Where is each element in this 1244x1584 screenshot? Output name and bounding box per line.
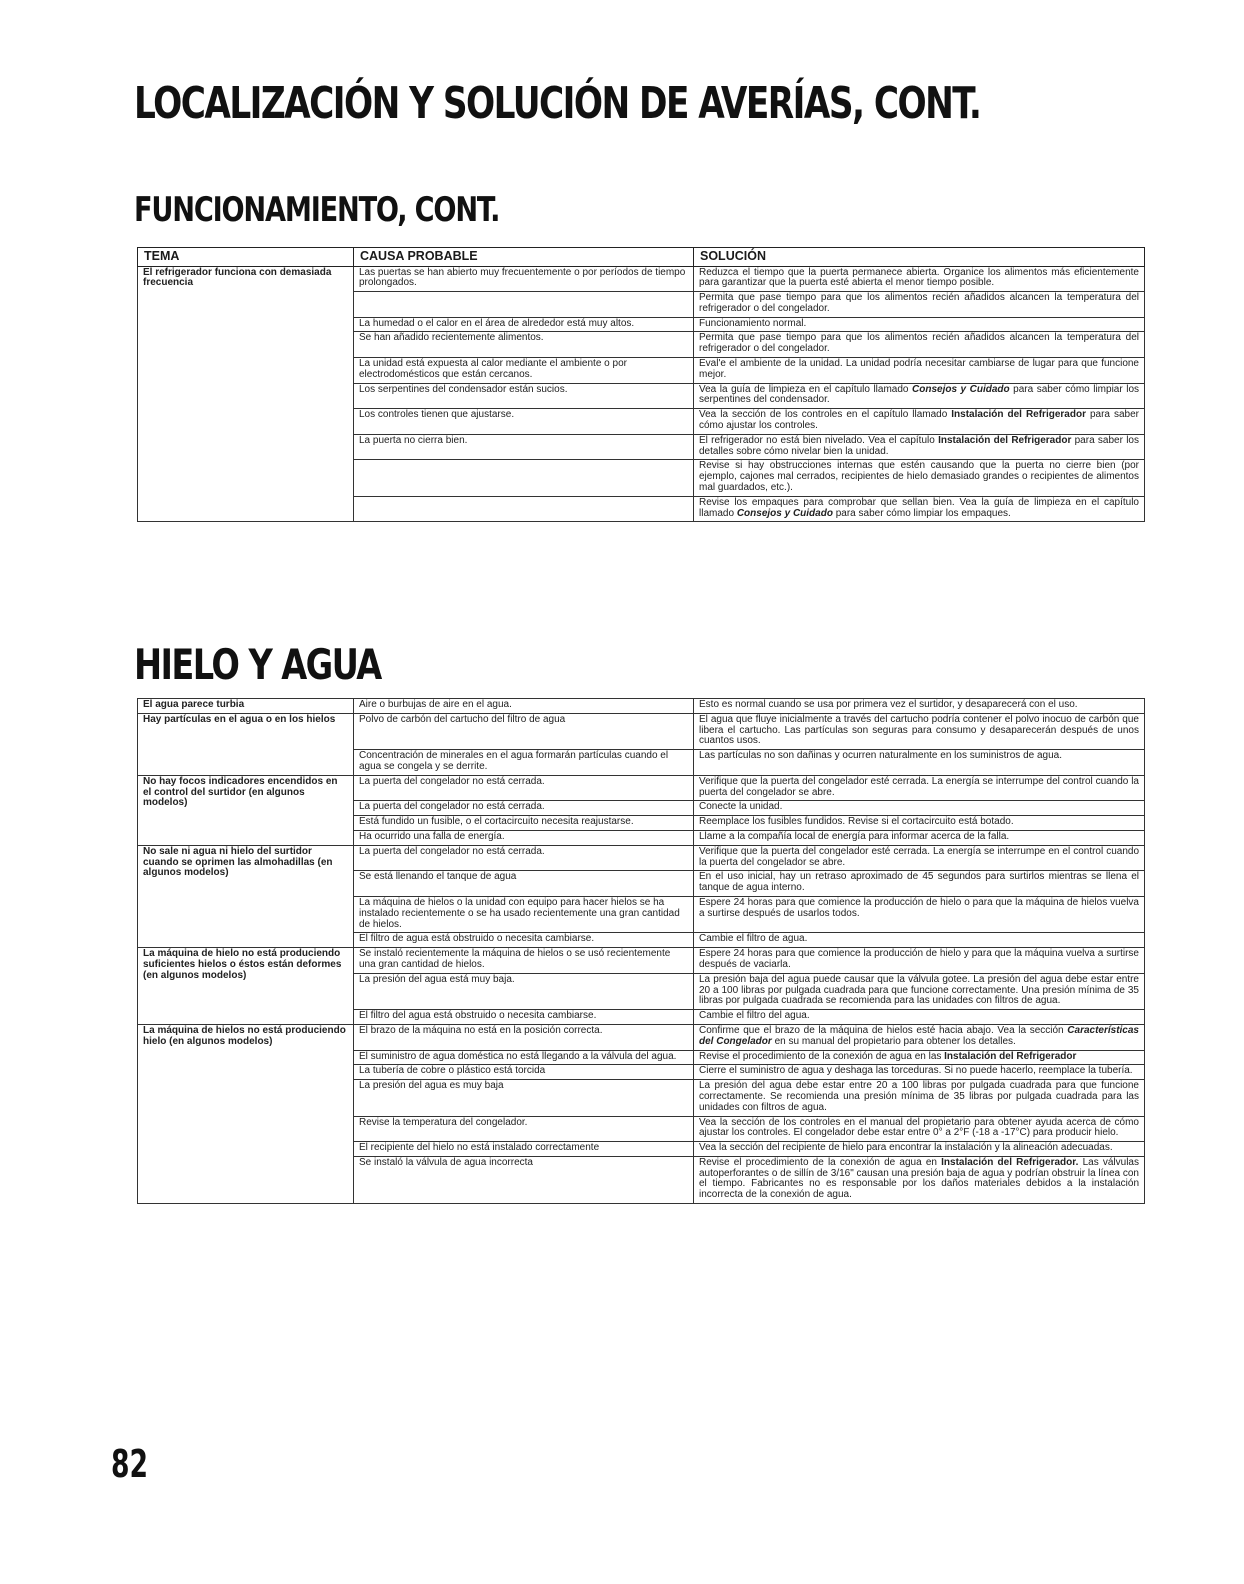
causa-cell [354, 460, 694, 496]
causa-cell: Está fundido un fusible, o el cortacircuito necesita reajustarse. [354, 816, 694, 831]
table-row [138, 775, 1145, 801]
solucion-text: Revise el procedimiento de la conexión de agua en [699, 1156, 942, 1168]
header-tema: TEMA [138, 248, 354, 267]
tema-cell: La máquina de hielos no está produciendo hielo (en algunos modelos) [138, 1024, 354, 1203]
reference-link: Instalación del Refrigerador [944, 1050, 1077, 1062]
solucion-cell: Eval'e el ambiente de la unidad. La unidad podría necesitar cambiarse de lugar para que funcione mejor. [694, 358, 1145, 384]
causa-cell: Los controles tienen que ajustarse. [354, 409, 694, 435]
solucion-text: Revise los empaques para comprobar que sellan bien. Vea la guía de limpieza en el capítulo llamado [699, 496, 1139, 519]
solucion-cell: Vea la sección de los controles en el manual del propietario para obtener ayuda acerca de cómo ajustar los controles. El congelador debe estar entre 0° a 2°F (-18 a -17°C) para producir hielo. [694, 1116, 1145, 1142]
causa-cell [354, 292, 694, 318]
causa-cell: El filtro del agua está obstruido o necesita cambiarse. [354, 1010, 694, 1025]
causa-cell: Concentración de minerales en el agua formarán partículas cuando el agua se congela y se derrite. [354, 750, 694, 776]
reference-link: Instalación del Refrigerador [938, 434, 1072, 446]
section-title-funcionamiento: FUNCIONAMIENTO, CONT. [134, 190, 500, 230]
causa-cell: Revise la temperatura del congelador. [354, 1116, 694, 1142]
reference-link: Consejos y Cuidado [736, 507, 833, 519]
causa-cell: El recipiente del hielo no está instalado correctamente [354, 1142, 694, 1157]
solucion-cell: Verifique que la puerta del congelador esté cerrada. La energía se interrumpe en el control cuando la puerta del congelador se abre. [694, 845, 1145, 871]
solucion-text: en su manual del propietario para obtener los detalles. [771, 1035, 1016, 1047]
tema-cell: El refrigerador funciona con demasiada frecuencia [138, 266, 354, 522]
solucion-cell: Permita que pase tiempo para que los alimentos recién añadidos alcancen la temperatura del refrigerador o del congelador. [694, 332, 1145, 358]
page-number: 82 [111, 1442, 149, 1486]
solucion-cell: Espere 24 horas para que comience la producción de hielo o para que la máquina de hielos vuelva a surtirse después de usarlos todos. [694, 896, 1145, 932]
solucion-text: para saber los detalles sobre cómo nivelar bien la unidad. [699, 434, 1139, 457]
tema-cell: No hay focos indicadores encendidos en el control del surtidor (en algunos modelos) [138, 775, 354, 845]
solucion-cell: Conecte la unidad. [694, 801, 1145, 816]
causa-cell: Polvo de carbón del cartucho del filtro de agua [354, 713, 694, 749]
solucion-cell: Permita que pase tiempo para que los alimentos recién añadidos alcancen la temperatura del refrigerador o del congelador. [694, 292, 1145, 318]
page-title: LOCALIZACIÓN Y SOLUCIÓN DE AVERÍAS, CONT. [134, 78, 981, 129]
causa-cell: Se instaló recientemente la máquina de hielos o se usó recientemente una gran cantidad de hielos. [354, 948, 694, 974]
causa-cell: Aire o burbujas de aire en el agua. [354, 699, 694, 714]
causa-cell: La humedad o el calor en el área de alrededor está muy altos. [354, 317, 694, 332]
solucion-cell [694, 1024, 1145, 1050]
causa-cell: La presión del agua está muy baja. [354, 973, 694, 1009]
solucion-cell: El agua que fluye inicialmente a través del cartucho podría contener el polvo inocuo de carbón que libera el cartucho. Las partículas son seguras para consumo y desaparecerán después de unos cuantos usos. [694, 713, 1145, 749]
causa-cell: Se instaló la válvula de agua incorrecta [354, 1156, 694, 1203]
causa-cell: La puerta del congelador no está cerrada. [354, 775, 694, 801]
causa-cell: Las puertas se han abierto muy frecuentemente o por períodos de tiempo prolongados. [354, 266, 694, 292]
solucion-cell: Cambie el filtro de agua. [694, 933, 1145, 948]
table-row [138, 713, 1145, 749]
solucion-text: para saber cómo limpiar los empaques. [832, 507, 1011, 519]
solucion-cell: Reemplace los fusibles fundidos. Revise si el cortacircuito está botado. [694, 816, 1145, 831]
table-row [138, 266, 1145, 292]
causa-cell: La presión del agua es muy baja [354, 1080, 694, 1116]
causa-cell: Se han añadido recientemente alimentos. [354, 332, 694, 358]
reference-link: Instalación del Refrigerador. [941, 1156, 1079, 1168]
section-title-hielo-y-agua: HIELO Y AGUA [134, 640, 381, 689]
solucion-cell: La presión baja del agua puede causar que la válvula gotee. La presión del agua debe estar entre 20 a 100 libras por pulgada cuadrada para que funcione correctamente. Una presión mínima de 35 libras por pulgada cuadrada se recomienda para las unidades con filtros de agua. [694, 973, 1145, 1009]
solucion-cell: Reduzca el tiempo que la puerta permanece abierta. Organice los alimentos más eficientemente para garantizar que la puerta esté abierta el menor tiempo posible. [694, 266, 1145, 292]
causa-cell: La tubería de cobre o plástico está torcida [354, 1065, 694, 1080]
solucion-text: para saber cómo limpiar los serpentines del condensador. [699, 383, 1140, 406]
solucion-cell: Llame a la compañía local de energía para informar acerca de la falla. [694, 830, 1145, 845]
causa-cell: Se está llenando el tanque de agua [354, 871, 694, 897]
solucion-cell [694, 1156, 1145, 1203]
causa-cell: La unidad está expuesta al calor mediante el ambiente o por electrodomésticos que están cercanos. [354, 358, 694, 384]
tema-cell: Hay partículas en el agua o en los hielos [138, 713, 354, 775]
solucion-cell: En el uso inicial, hay un retraso aproximado de 45 segundos para surtirlos mientras se llena el tanque de agua interno. [694, 871, 1145, 897]
causa-cell: La máquina de hielos o la unidad con equipo para hacer hielos se ha instalado recientemente o se ha usado recientemente una gran cantidad de hielos. [354, 896, 694, 932]
solucion-text: Confirme que el brazo de la máquina de hielos esté hacia abajo. Vea la sección [699, 1024, 1068, 1036]
solucion-text: para saber cómo ajustar los controles. [699, 409, 1139, 432]
solucion-cell: Cambie el filtro del agua. [694, 1010, 1145, 1025]
solucion-cell: Esto es normal cuando se usa por primera vez el surtidor, y desaparecerá con el uso. [694, 699, 1145, 714]
tema-cell: No sale ni agua ni hielo del surtidor cuando se oprimen las almohadillas (en algunos modelos) [138, 845, 354, 947]
causa-cell: La puerta no cierra bien. [354, 434, 694, 460]
tema-cell: El agua parece turbia [138, 699, 354, 714]
solucion-cell: Cierre el suministro de agua y deshaga las torceduras. Si no puede hacerlo, reemplace la tubería. [694, 1065, 1145, 1080]
troubleshooting-table-funcionamiento [137, 247, 1145, 522]
solucion-cell [694, 383, 1145, 409]
solucion-cell: Verifique que la puerta del congelador esté cerrada. La energía se interrumpe del control cuando la puerta del congelador se abre. [694, 775, 1145, 801]
table-row [138, 845, 1145, 871]
table-row [138, 948, 1145, 974]
solucion-text: Vea la guía de limpieza en el capítulo llamado [699, 383, 913, 395]
causa-cell [354, 496, 694, 522]
solucion-cell: Las partículas no son dañinas y ocurren naturalmente en los suministros de agua. [694, 750, 1145, 776]
solucion-text: Revise el procedimiento de la conexión de agua en las [699, 1050, 945, 1062]
reference-link: Consejos y Cuidado [912, 383, 1010, 395]
table-row [138, 699, 1145, 714]
tema-cell: La máquina de hielo no está produciendo suficientes hielos o éstos están deformes (en algunos modelos) [138, 948, 354, 1025]
table-header-row [138, 248, 1145, 267]
causa-cell: El brazo de la máquina no está en la posición correcta. [354, 1024, 694, 1050]
causa-cell: La puerta del congelador no está cerrada. [354, 845, 694, 871]
reference-link: Características del Congelador [699, 1024, 1139, 1047]
causa-cell: Ha ocurrido una falla de energía. [354, 830, 694, 845]
header-causa: CAUSA PROBABLE [354, 248, 694, 267]
reference-link: Instalación del Refrigerador [951, 409, 1086, 421]
header-solucion: SOLUCIÓN [694, 248, 1145, 267]
solucion-cell: Revise si hay obstrucciones internas que estén causando que la puerta no cierre bien (por ejemplo, cajones mal cerrados, recipientes de hielo demasiado grandes o recipientes de alimentos mal guardados, etc.). [694, 460, 1145, 496]
solucion-text: El refrigerador no está bien nivelado. Vea el capítulo [699, 434, 939, 446]
solucion-cell [694, 496, 1145, 522]
solucion-text: Las válvulas autoperforantes o de sillín de 3/16" causan una presión baja de agua y podrían obstruir la línea con el tiempo. Fabricantes no es responsable por los daños materiales debidos a la instalación incorrecta de la conexión de agua. [699, 1156, 1139, 1201]
causa-cell: El filtro de agua está obstruido o necesita cambiarse. [354, 933, 694, 948]
solucion-cell: La presión del agua debe estar entre 20 a 100 libras por pulgada cuadrada para que funcione correctamente. Se recomienda una presión mínima de 35 libras por pulgada cuadrada para las unidades con filtros de agua. [694, 1080, 1145, 1116]
causa-cell: Los serpentines del condensador están sucios. [354, 383, 694, 409]
solucion-cell [694, 1050, 1145, 1065]
causa-cell: El suministro de agua doméstica no está llegando a la válvula del agua. [354, 1050, 694, 1065]
solucion-cell: Vea la sección del recipiente de hielo para encontrar la instalación y la alineación adecuadas. [694, 1142, 1145, 1157]
solucion-cell [694, 409, 1145, 435]
table-row [138, 1024, 1145, 1050]
solucion-cell: Funcionamiento normal. [694, 317, 1145, 332]
solucion-cell: Espere 24 horas para que comience la producción de hielo y para que la máquina vuelva a surtirse después de vaciarla. [694, 948, 1145, 974]
troubleshooting-table-hielo-agua [137, 698, 1145, 1204]
solucion-cell [694, 434, 1145, 460]
causa-cell: La puerta del congelador no está cerrada. [354, 801, 694, 816]
solucion-text: Vea la sección de los controles en el capítulo llamado [699, 409, 952, 421]
